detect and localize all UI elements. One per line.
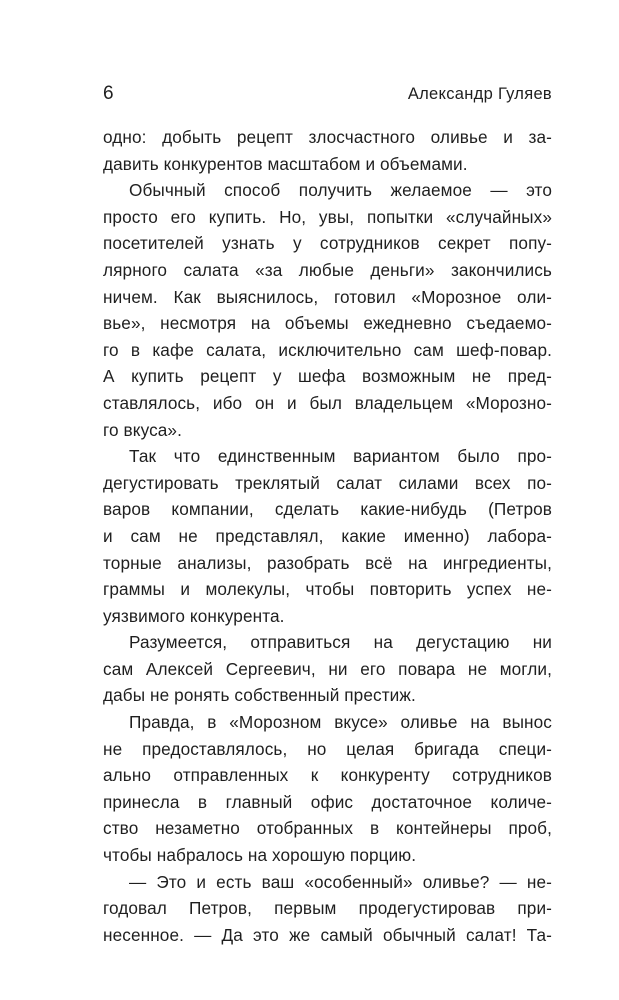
text-line: несенное. — Да это же самый обычный салат! Та- <box>103 924 552 945</box>
text-line: посетителей узнать у сотрудников секрет попу- <box>103 233 552 254</box>
text-line: давить конкурентов масштабом и объемами. <box>103 153 468 174</box>
text-line: — Это и есть ваш «особенный» оливье? — не- <box>129 871 552 892</box>
text-line: уязвимого конкурента. <box>103 605 285 626</box>
text-line: вье», несмотря на объемы ежедневно съедаемо- <box>103 313 552 334</box>
text-line: одно: добыть рецепт злосчастного оливье и за- <box>103 127 552 147</box>
body-text <box>103 124 552 948</box>
text-line: А купить рецепт у шефа возможным не пред- <box>103 366 552 387</box>
text-line: варов компании, сделать какие-нибудь (Петров <box>103 499 552 520</box>
text-line: годовал Петров, первым продегустировав при- <box>103 898 552 919</box>
text-line: и сам не представлял, какие именно) лабора- <box>103 525 552 546</box>
text-line: Обычный способ получить желаемое — это <box>129 180 552 201</box>
text-line: граммы и молекулы, чтобы повторить успех не- <box>103 579 552 600</box>
text-line: принесла в главный офис достаточное количе- <box>103 791 552 812</box>
text-line: лярного салата «за любые деньги» закончились <box>103 259 552 280</box>
text-line: ально отправленных к конкуренту сотрудников <box>103 765 552 786</box>
text-line: ство незаметно отобранных в контейнеры проб, <box>103 818 552 839</box>
text-line: сам Алексей Сергеевич, ни его повара не могли, <box>103 658 552 679</box>
text-line: дабы не ронять собственный престиж. <box>103 685 416 706</box>
text-line: ничем. Как выяснилось, готовил «Морозное оли- <box>103 286 552 307</box>
text-line: Так что единственным вариантом было про- <box>129 446 552 467</box>
text-line: чтобы набралось на хорошую порцию. <box>103 845 417 866</box>
running-title-author: Александр Гуляев <box>407 85 552 103</box>
text-line: го в кафе салата, исключительно сам шеф-повар. <box>103 339 552 360</box>
text-line: Правда, в «Морозном вкусе» оливье на вынос <box>129 712 552 733</box>
text-line: просто его купить. Но, увы, попытки «случайных» <box>103 206 552 227</box>
text-line: Разумеется, отправиться на дегустацию ни <box>129 632 552 653</box>
text-line: торные анализы, разобрать всё на ингредиенты, <box>103 552 552 573</box>
page-number: 6 <box>103 83 115 104</box>
text-line: ставлялось, ибо он и был владельцем «Морозно- <box>103 392 552 413</box>
text-line: не предоставлялось, но целая бригада специ- <box>103 738 552 759</box>
text-line: дегустировать треклятый салат силами всех по- <box>103 472 552 493</box>
text-line: го вкуса». <box>103 419 182 440</box>
page-header <box>103 82 552 112</box>
